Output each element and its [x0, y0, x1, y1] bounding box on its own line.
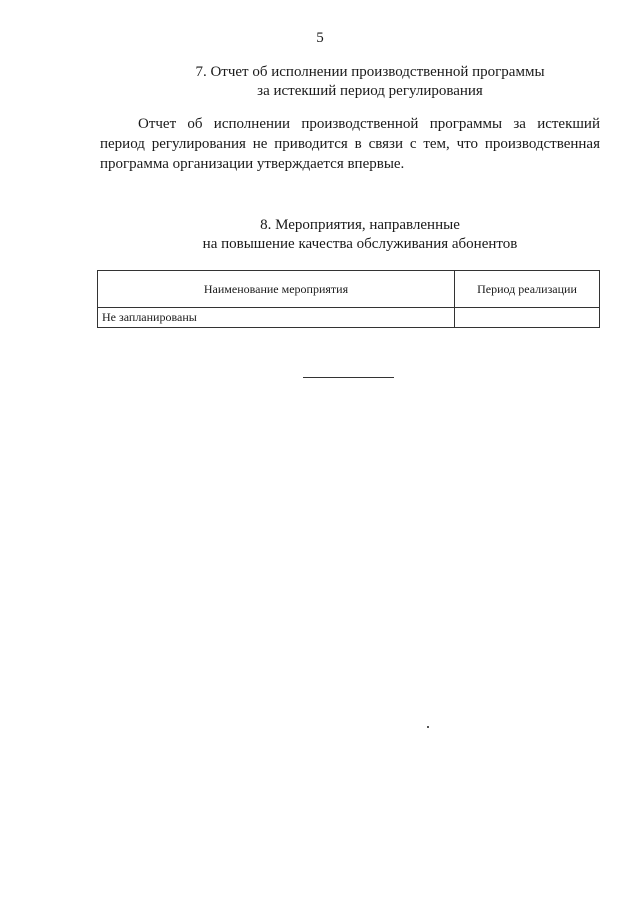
events-table — [97, 270, 600, 328]
page-number: 5 — [316, 30, 324, 46]
scan-speck — [427, 726, 429, 728]
section-8-heading-line-2: на повышение качества обслуживания абонентов — [202, 236, 518, 252]
column-header-period: Период реализации — [455, 271, 600, 308]
table-cell-period — [455, 308, 600, 328]
section-8-heading — [110, 216, 610, 254]
closing-divider — [303, 377, 394, 378]
table-row — [98, 308, 600, 328]
section-8-heading-line-1: 8. Мероприятия, направленные — [260, 217, 460, 233]
section-7-paragraph: Отчет об исполнении производственной программы за истекший период регулирования не приводится в связи с тем, что производственная программа организации утверждается впервые. — [100, 116, 600, 172]
column-header-event-name: Наименование мероприятия — [98, 271, 455, 308]
section-7-heading-line-2: за истекший период регулирования — [257, 83, 483, 99]
section-7-heading-line-1: 7. Отчет об исполнении производственной программы — [195, 64, 545, 80]
table-cell-event-name: Не запланированы — [98, 308, 455, 328]
section-7-heading — [120, 63, 620, 101]
table-header-row — [98, 271, 600, 308]
